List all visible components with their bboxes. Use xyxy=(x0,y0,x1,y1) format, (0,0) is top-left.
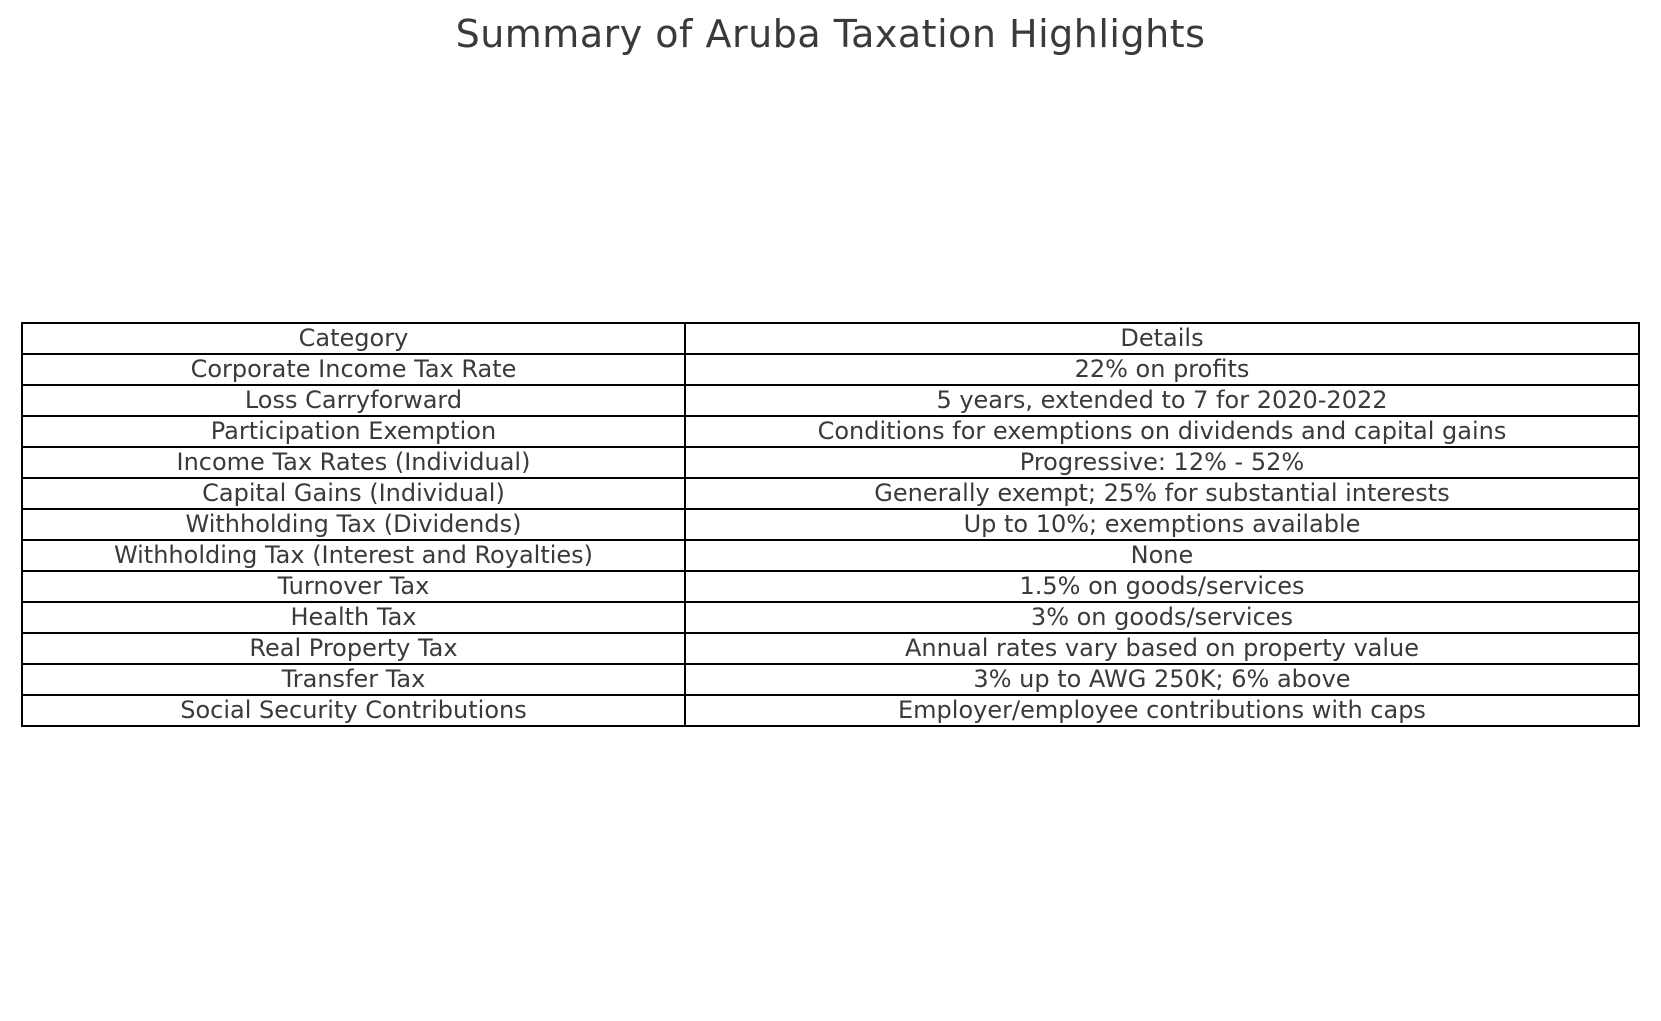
details-cell: None xyxy=(685,540,1639,571)
category-cell: Capital Gains (Individual) xyxy=(22,478,685,509)
table-row xyxy=(22,478,1639,509)
details-cell: Employer/employee contributions with caps xyxy=(685,695,1639,726)
category-cell: Loss Carryforward xyxy=(22,385,685,416)
details-cell: 3% on goods/services xyxy=(685,602,1639,633)
details-cell: Annual rates vary based on property value xyxy=(685,633,1639,664)
table-row xyxy=(22,571,1639,602)
category-cell: Participation Exemption xyxy=(22,416,685,447)
details-cell: Up to 10%; exemptions available xyxy=(685,509,1639,540)
details-cell: 22% on profits xyxy=(685,354,1639,385)
figure-title: Summary of Aruba Taxation Highlights xyxy=(455,12,1206,56)
table-row xyxy=(22,664,1639,695)
category-cell: Real Property Tax xyxy=(22,633,685,664)
header-row xyxy=(22,323,1639,354)
taxation-table xyxy=(21,322,1640,727)
category-cell: Turnover Tax xyxy=(22,571,685,602)
details-cell: 1.5% on goods/services xyxy=(685,571,1639,602)
details-cell: 3% up to AWG 250K; 6% above xyxy=(685,664,1639,695)
category-cell: Corporate Income Tax Rate xyxy=(22,354,685,385)
category-cell: Health Tax xyxy=(22,602,685,633)
details-cell: Conditions for exemptions on dividends and capital gains xyxy=(685,416,1639,447)
category-cell: Withholding Tax (Interest and Royalties) xyxy=(22,540,685,571)
category-cell: Income Tax Rates (Individual) xyxy=(22,447,685,478)
table-row xyxy=(22,385,1639,416)
table-row xyxy=(22,633,1639,664)
category-cell: Transfer Tax xyxy=(22,664,685,695)
details-cell: 5 years, extended to 7 for 2020-2022 xyxy=(685,385,1639,416)
table-row xyxy=(22,416,1639,447)
table-row xyxy=(22,695,1639,726)
details-cell: Generally exempt; 25% for substantial interests xyxy=(685,478,1639,509)
table-row xyxy=(22,447,1639,478)
category-cell: Withholding Tax (Dividends) xyxy=(22,509,685,540)
table-row xyxy=(22,509,1639,540)
table-row xyxy=(22,354,1639,385)
table-row xyxy=(22,602,1639,633)
column-header-details: Details xyxy=(685,323,1639,354)
table-body xyxy=(22,354,1639,726)
column-header-category: Category xyxy=(22,323,685,354)
table-row xyxy=(22,540,1639,571)
details-cell: Progressive: 12% - 52% xyxy=(685,447,1639,478)
category-cell: Social Security Contributions xyxy=(22,695,685,726)
